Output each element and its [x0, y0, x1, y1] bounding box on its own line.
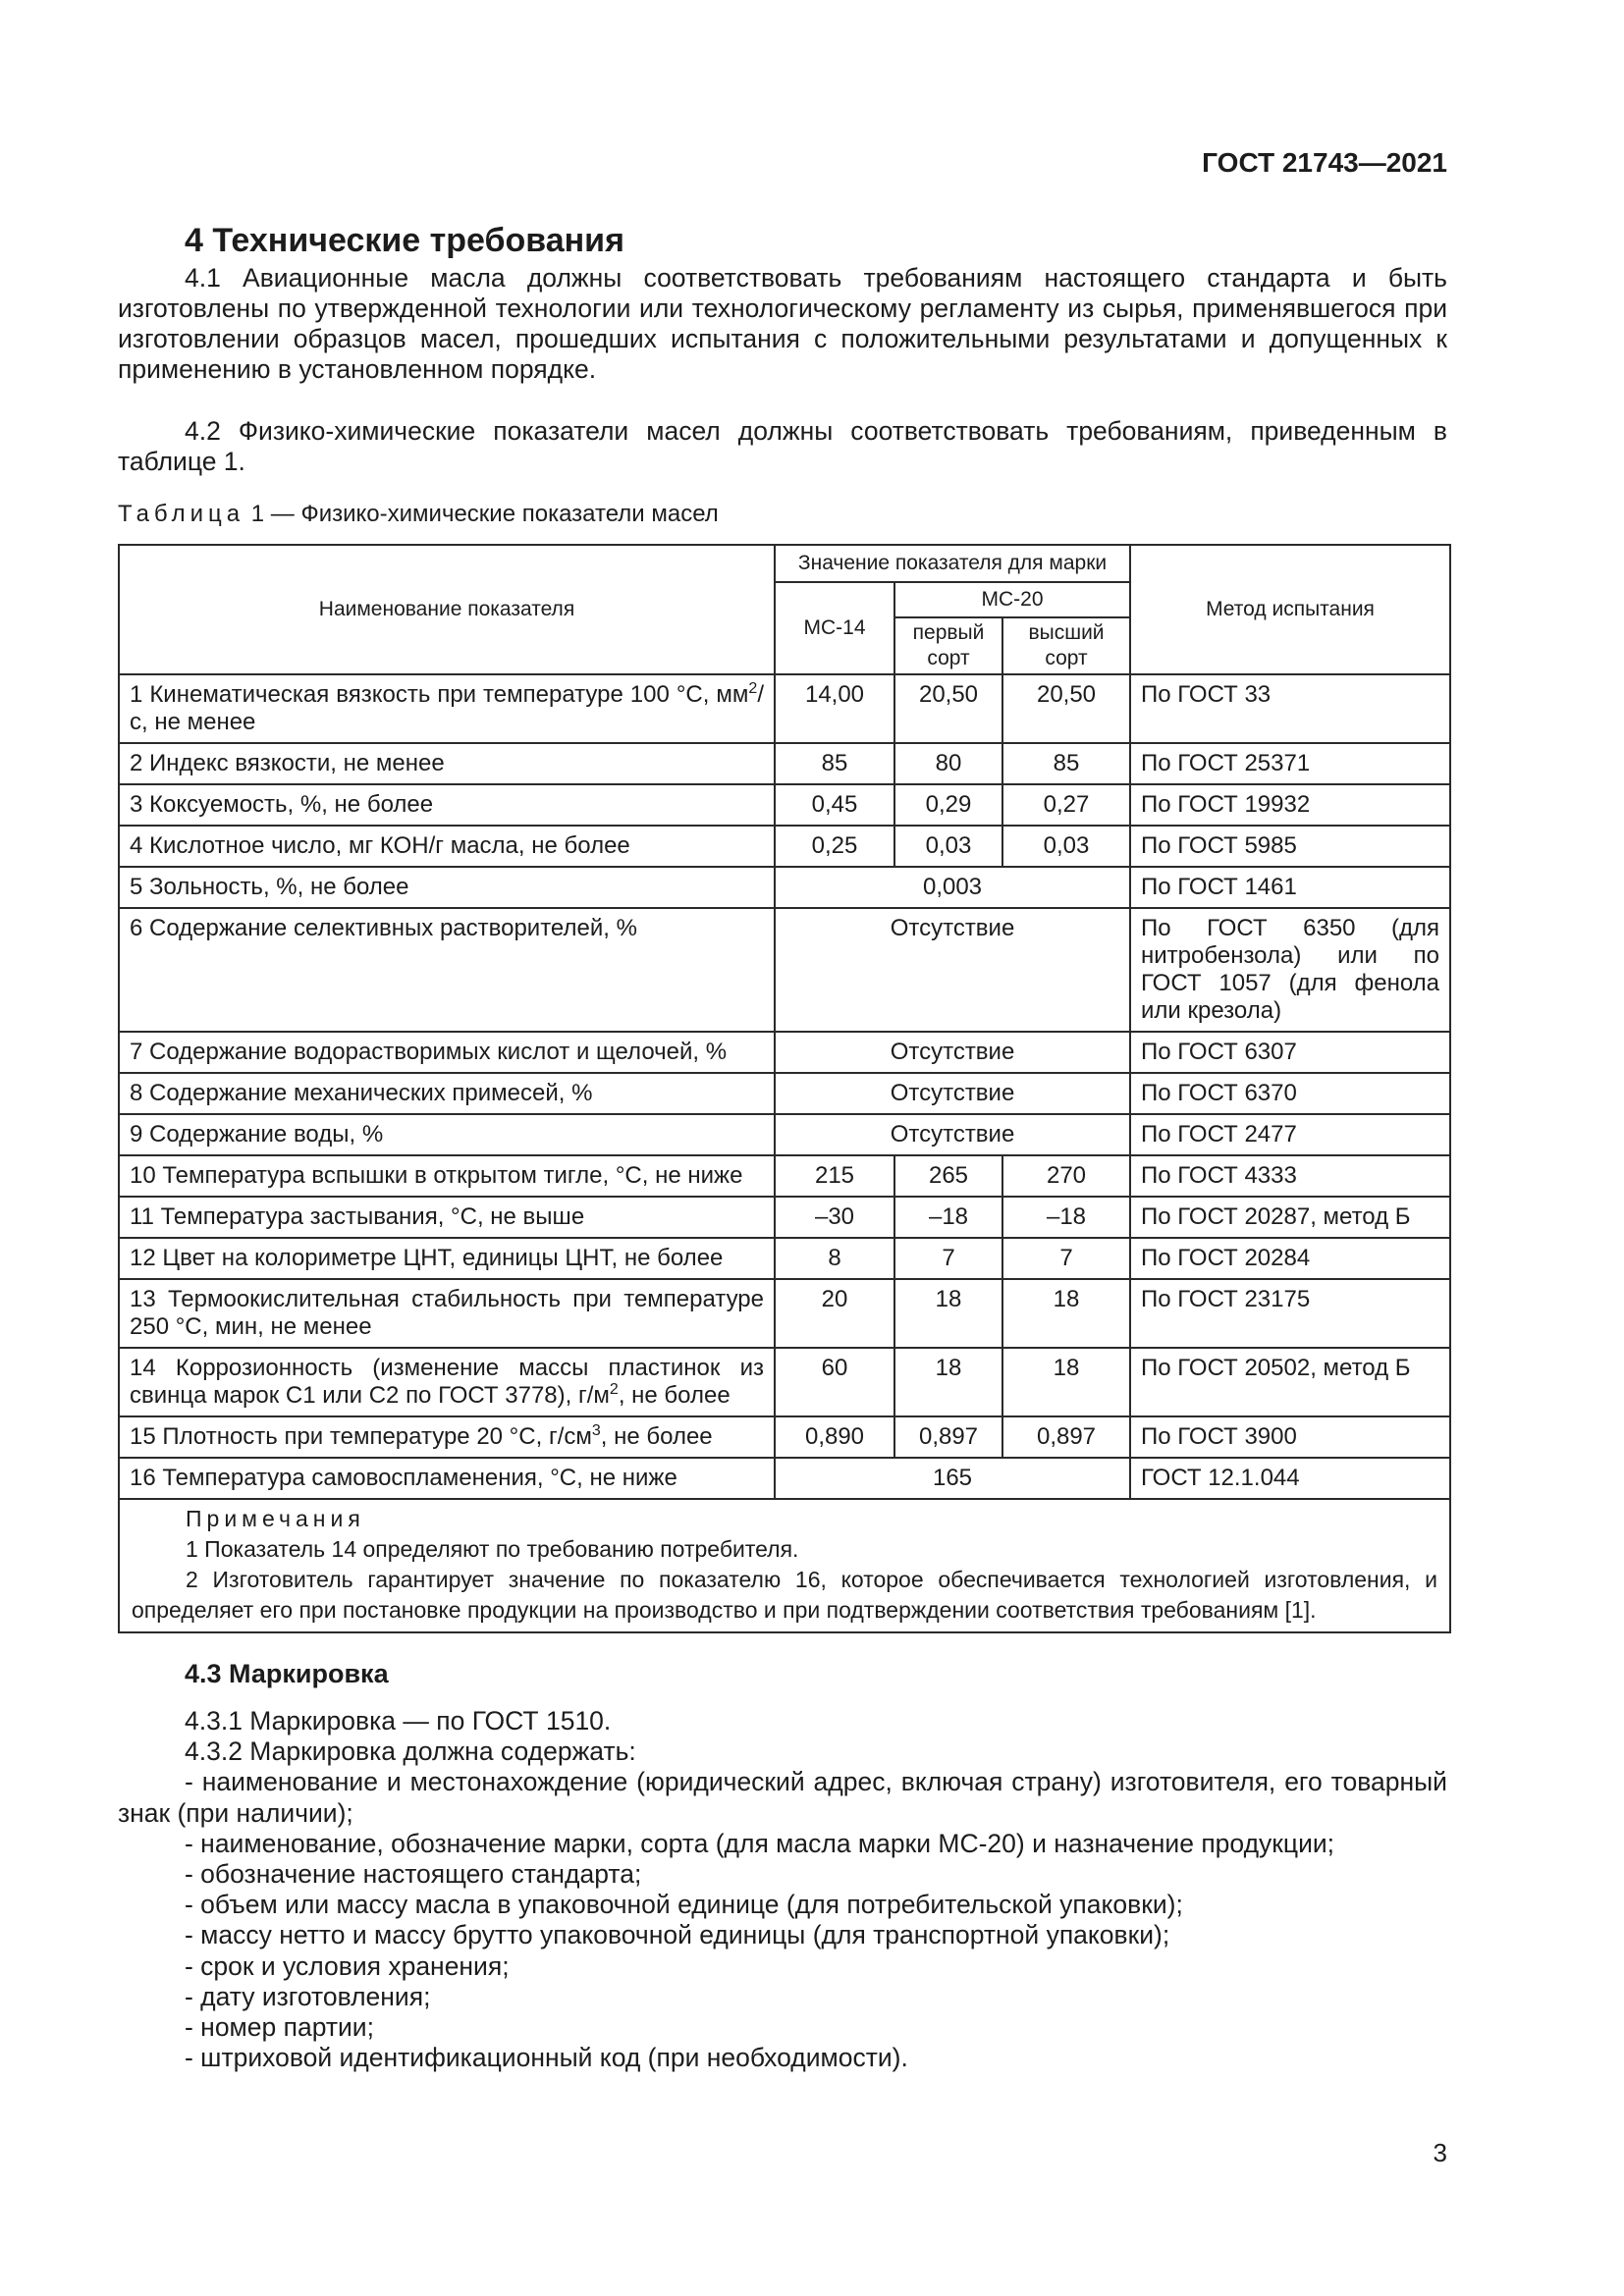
header-method: Метод испытания: [1130, 545, 1450, 674]
row-value-ms20-first: 265: [894, 1155, 1002, 1197]
row-value-ms20-top: 18: [1002, 1348, 1130, 1416]
marking-p1: 4.3.1 Маркировка — по ГОСТ 1510.: [185, 1706, 612, 1735]
section-title: 4 Технические требования: [185, 222, 624, 259]
list-item-text: - массу нетто и массу брутто упаковочной единицы (для транспортной упаковки);: [185, 1920, 1170, 1950]
row-value-merged: 165: [775, 1458, 1130, 1499]
row-name: [119, 1073, 775, 1114]
header-ms20: МС-20: [894, 582, 1130, 617]
row-value-ms14: 85: [775, 743, 894, 784]
row-value-ms20-top: 270: [1002, 1155, 1130, 1197]
row-name-superscript: 2: [609, 1381, 619, 1398]
row-method: По ГОСТ 6307: [1130, 1032, 1450, 1073]
header-ms14: МС-14: [775, 582, 894, 674]
row-value-ms14: 0,45: [775, 784, 894, 826]
row-name-text: 10 Температура вспышки в открытом тигле, °C, не ниже: [130, 1162, 743, 1189]
notes-title: Примечания: [186, 1506, 365, 1531]
row-name: [119, 1238, 775, 1279]
row-name-text: 14 Коррозионность (изменение массы пластинок из свинца марок С1 или С2 по ГОСТ 3778), г/м: [130, 1355, 764, 1409]
table-caption-text: 1 — Физико-химические показатели масел: [250, 501, 719, 527]
row-value-ms20-top: 20,50: [1002, 674, 1130, 743]
list-item-text: - наименование, обозначение марки, сорта (для масла марки МС-20) и назначение продукции;: [185, 1828, 1335, 1858]
row-value-ms20-top: 18: [1002, 1279, 1130, 1348]
list-item-text: - объем или массу масла в упаковочной единице (для потребительской упаковки);: [185, 1890, 1183, 1920]
row-method: По ГОСТ 4333: [1130, 1155, 1450, 1197]
row-value-merged: Отсутствие: [775, 1032, 1130, 1073]
paragraph-4-1-text: 4.1 Авиационные масла должны соответствовать требованиям настоящего стандарта и быть изготовлены по утвержденной технологии или технологическому регламенту из сырья, применявшегося при изготовлении образцов масел, прошедших испытания с положительными результатами и допущенных к применению в установленном порядке.: [118, 263, 1447, 384]
list-item: [118, 1859, 1447, 1890]
list-item: [118, 1920, 1447, 1950]
row-method: По ГОСТ 23175: [1130, 1279, 1450, 1348]
table-row: [119, 1197, 1450, 1238]
table-body: [119, 674, 1450, 1499]
row-method: По ГОСТ 20502, метод Б: [1130, 1348, 1450, 1416]
row-name-text: 5 Зольность, %, не более: [130, 874, 409, 900]
row-value-ms20-first: 0,897: [894, 1416, 1002, 1458]
row-name-text: 1 Кинематическая вязкость при температуре 100 °C, мм: [130, 681, 749, 708]
list-item-text: - штриховой идентификационный код (при необходимости).: [185, 2043, 908, 2073]
header-grade-top: высший сорт: [1002, 617, 1130, 674]
paragraph-4-2-text: 4.2 Физико-химические показатели масел должны соответствовать требованиям, приведенным в таблице 1.: [118, 416, 1447, 476]
row-value-ms14: 60: [775, 1348, 894, 1416]
row-value-ms14: 8: [775, 1238, 894, 1279]
table-row: [119, 1073, 1450, 1114]
row-name: [119, 1458, 775, 1499]
row-value-ms14: 215: [775, 1155, 894, 1197]
row-name: [119, 1279, 775, 1348]
row-name-suffix: /с, не менее: [130, 681, 764, 735]
row-method: По ГОСТ 33: [1130, 674, 1450, 743]
row-name-suffix: , не более: [618, 1382, 731, 1409]
row-name: [119, 1155, 775, 1197]
row-value-ms20-top: 0,897: [1002, 1416, 1130, 1458]
row-value-ms14: 14,00: [775, 674, 894, 743]
row-value-merged: Отсутствие: [775, 908, 1130, 1032]
row-value-ms14: 0,890: [775, 1416, 894, 1458]
table-row: [119, 1458, 1450, 1499]
list-item: [118, 2012, 1447, 2043]
row-value-ms20-first: 80: [894, 743, 1002, 784]
list-item: [118, 1951, 1447, 1982]
row-value-ms20-first: 18: [894, 1348, 1002, 1416]
table-row: [119, 867, 1450, 908]
row-value-ms20-first: 20,50: [894, 674, 1002, 743]
row-method: По ГОСТ 25371: [1130, 743, 1450, 784]
row-name: [119, 867, 775, 908]
row-name: [119, 784, 775, 826]
list-item: [118, 1890, 1447, 1920]
table-row: [119, 1279, 1450, 1348]
row-name: [119, 674, 775, 743]
note-2: [132, 1565, 1437, 1626]
row-name: [119, 1114, 775, 1155]
table-notes-row: [119, 1499, 1450, 1632]
list-item-text: - обозначение настоящего стандарта;: [185, 1859, 642, 1890]
row-value-ms20-first: 0,29: [894, 784, 1002, 826]
row-name-text: 6 Содержание селективных растворителей, %: [130, 915, 637, 941]
table-notes: [119, 1499, 1450, 1632]
row-value-ms20-first: –18: [894, 1197, 1002, 1238]
row-method: ГОСТ 12.1.044: [1130, 1458, 1450, 1499]
row-method: По ГОСТ 6370: [1130, 1073, 1450, 1114]
table-row: [119, 1032, 1450, 1073]
list-item: [118, 1829, 1447, 1859]
marking-title: 4.3 Маркировка: [185, 1659, 389, 1688]
row-value-ms20-first: 0,03: [894, 826, 1002, 867]
row-name-text: 2 Индекс вязкости, не менее: [130, 750, 445, 776]
list-item-text: - номер партии;: [185, 2012, 374, 2043]
header-value-group: Значение показателя для марки: [775, 545, 1130, 582]
properties-table: [118, 544, 1451, 1633]
row-name: [119, 1197, 775, 1238]
marking-section: [118, 1706, 1447, 2073]
row-name-text: 9 Содержание воды, %: [130, 1121, 384, 1148]
paragraph-4-2: [118, 416, 1447, 477]
paragraph-4-1: [118, 263, 1447, 385]
row-method: По ГОСТ 1461: [1130, 867, 1450, 908]
row-value-ms14: 20: [775, 1279, 894, 1348]
row-method: По ГОСТ 20287, метод Б: [1130, 1197, 1450, 1238]
row-name-text: 8 Содержание механических примесей, %: [130, 1080, 593, 1106]
note-1: 1 Показатель 14 определяют по требованию потребителя.: [186, 1536, 799, 1562]
row-name: [119, 743, 775, 784]
row-name: [119, 826, 775, 867]
row-method: По ГОСТ 2477: [1130, 1114, 1450, 1155]
table-row: [119, 1238, 1450, 1279]
row-value-ms14: –30: [775, 1197, 894, 1238]
marking-p2: 4.3.2 Маркировка должна содержать:: [185, 1736, 636, 1767]
page-number: 3: [1433, 2138, 1447, 2167]
row-name: [119, 1416, 775, 1458]
row-method: По ГОСТ 5985: [1130, 826, 1450, 867]
row-name-superscript: 3: [591, 1422, 601, 1439]
row-value-ms20-first: 18: [894, 1279, 1002, 1348]
row-value-merged: Отсутствие: [775, 1073, 1130, 1114]
row-name-text: 3 Коксуемость, %, не более: [130, 791, 434, 818]
table-row: [119, 1348, 1450, 1416]
row-name: [119, 1032, 775, 1073]
header-grade-first: первый сорт: [894, 617, 1002, 674]
row-name-text: 15 Плотность при температуре 20 °C, г/см: [130, 1423, 592, 1450]
row-method: По ГОСТ 6350 (для нитробензола) или по ГОСТ 1057 (для фенола или крезола): [1130, 908, 1450, 1032]
row-value-ms20-top: 0,03: [1002, 826, 1130, 867]
table-row: [119, 674, 1450, 743]
marking-list: [118, 1767, 1447, 2073]
row-name-text: 13 Термоокислительная стабильность при температуре 250 °C, мин, не менее: [130, 1286, 764, 1340]
table-row: [119, 1155, 1450, 1197]
table-row: [119, 826, 1450, 867]
row-value-merged: Отсутствие: [775, 1114, 1130, 1155]
note-2-text: 2 Изготовитель гарантирует значение по показателю 16, которое обеспечивается технологией изготовления, и определяет его при постановке продукции на производство и при подтверждении соответствия требованиям [1].: [132, 1567, 1438, 1623]
table-row: [119, 1114, 1450, 1155]
row-value-merged: 0,003: [775, 867, 1130, 908]
table-row: [119, 1416, 1450, 1458]
row-value-ms20-first: 7: [894, 1238, 1002, 1279]
row-value-ms20-top: –18: [1002, 1197, 1130, 1238]
row-value-ms20-top: 85: [1002, 743, 1130, 784]
row-name-text: 12 Цвет на колориметре ЦНТ, единицы ЦНТ, не более: [130, 1245, 724, 1271]
row-name-text: 7 Содержание водорастворимых кислот и щелочей, %: [130, 1039, 728, 1065]
row-method: По ГОСТ 3900: [1130, 1416, 1450, 1458]
row-name-text: 4 Кислотное число, мг КОН/г масла, не более: [130, 832, 630, 859]
row-name-suffix: , не более: [600, 1423, 713, 1450]
row-method: По ГОСТ 20284: [1130, 1238, 1450, 1279]
row-value-ms20-top: 0,27: [1002, 784, 1130, 826]
table-caption: [118, 501, 719, 528]
row-name: [119, 908, 775, 1032]
row-value-ms14: 0,25: [775, 826, 894, 867]
list-item-text: - дату изготовления;: [185, 1981, 431, 2011]
list-item: [118, 1982, 1447, 2012]
table-row: [119, 743, 1450, 784]
row-name: [119, 1348, 775, 1416]
row-name-text: 16 Температура самовоспламенения, °C, не ниже: [130, 1465, 677, 1491]
table-caption-label: Таблица: [118, 501, 245, 527]
table-row: [119, 784, 1450, 826]
list-item-text: - наименование и местонахождение (юридический адрес, включая страну) изготовителя, его товарный знак (при наличии);: [118, 1767, 1447, 1828]
row-value-ms20-top: 7: [1002, 1238, 1130, 1279]
table-row: [119, 908, 1450, 1032]
list-item: [118, 1767, 1447, 1828]
row-method: По ГОСТ 19932: [1130, 784, 1450, 826]
list-item-text: - срок и условия хранения;: [185, 1950, 510, 1981]
row-name-superscript: 2: [748, 680, 758, 697]
list-item: [118, 2043, 1447, 2073]
standard-code: ГОСТ 21743—2021: [1202, 147, 1447, 178]
header-name: Наименование показателя: [119, 545, 775, 674]
row-name-text: 11 Температура застывания, °C, не выше: [130, 1203, 585, 1230]
